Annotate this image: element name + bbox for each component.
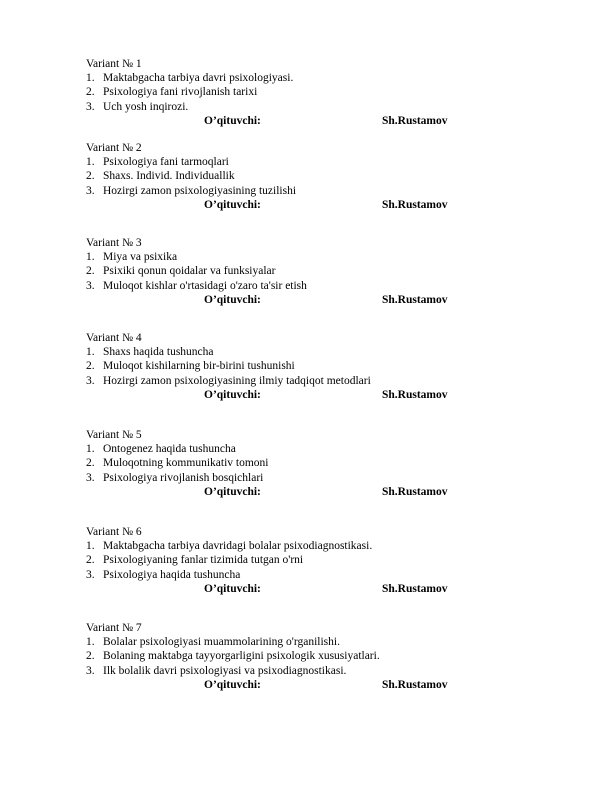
item-number: 2.	[86, 86, 95, 99]
item-text: Bolalar psixologiyasi muammolarining o'rganilishi.	[103, 636, 340, 649]
item-number: 1.	[86, 72, 95, 85]
item-text: Maktabgacha tarbiya davri psixologiyasi.	[103, 72, 294, 85]
list-item	[86, 359, 486, 373]
teacher-name: Sh.Rustamov	[382, 114, 448, 127]
item-text: Ontogenez haqida tushuncha	[103, 443, 236, 456]
signature-line	[86, 678, 486, 692]
item-number: 3.	[86, 100, 95, 113]
teacher-name: Sh.Rustamov	[382, 485, 448, 498]
variant-block-2	[86, 141, 486, 212]
item-number: 1.	[86, 346, 95, 359]
item-text: Miya va psixika	[103, 251, 178, 264]
teacher-label: O’qituvchi:	[204, 485, 261, 498]
list-item	[86, 155, 486, 169]
item-text: Psixologiya fani rivojlanish tarixi	[103, 86, 258, 99]
item-number: 1.	[86, 540, 95, 553]
variant-title: Variant № 5	[86, 429, 142, 441]
variant-block-7	[86, 621, 486, 692]
teacher-label: O’qituvchi:	[204, 114, 261, 127]
item-text: Muloqot kishlar o'rtasidagi o'zaro ta'sir etish	[103, 279, 307, 292]
item-text: Uch yosh inqirozi.	[103, 100, 189, 113]
item-text: Psixologiyaning fanlar tizimida tutgan o'rni	[103, 554, 304, 567]
list-item	[86, 664, 486, 678]
teacher-name: Sh.Rustamov	[382, 582, 448, 595]
item-text: Shaxs. Individ. Individuallik	[103, 170, 235, 183]
teacher-label: O’qituvchi:	[204, 198, 261, 211]
item-number: 3.	[86, 664, 95, 677]
list-item	[86, 471, 486, 485]
teacher-name: Sh.Rustamov	[382, 388, 448, 401]
variant-title: Variant № 6	[86, 526, 142, 538]
item-number: 2.	[86, 265, 95, 278]
signature-line	[86, 198, 486, 212]
item-number: 1.	[86, 636, 95, 649]
variant-block-3	[86, 236, 486, 307]
list-item	[86, 250, 486, 264]
variant-title: Variant № 7	[86, 622, 142, 634]
signature-line	[86, 485, 486, 499]
item-text: Psixiki qonun qoidalar va funksiyalar	[103, 265, 276, 278]
teacher-label: O’qituvchi:	[204, 388, 261, 401]
list-item	[86, 539, 486, 553]
variant-title: Variant № 2	[86, 142, 142, 154]
variant-block-5	[86, 428, 486, 499]
item-number: 3.	[86, 184, 95, 197]
item-text: Bolaning maktabga tayyorgarligini psixologik xususiyatlari.	[103, 650, 380, 663]
list-item	[86, 345, 486, 359]
list-item	[86, 635, 486, 649]
item-number: 3.	[86, 279, 95, 292]
item-number: 1.	[86, 156, 95, 169]
item-number: 2.	[86, 554, 95, 567]
item-text: Ilk bolalik davri psixologiyasi va psixodiagnostikasi.	[103, 664, 347, 677]
list-item	[86, 184, 486, 198]
item-text: Muloqot kishilarning bir-birini tushunishi	[103, 360, 295, 373]
item-number: 1.	[86, 251, 95, 264]
list-item	[86, 85, 486, 99]
variant-block-1	[86, 57, 486, 128]
item-text: Psixologiya haqida tushuncha	[103, 568, 241, 581]
item-text: Maktabgacha tarbiya davridagi bolalar psixodiagnostikasi.	[103, 540, 373, 553]
list-item	[86, 374, 486, 388]
item-number: 2.	[86, 457, 95, 470]
teacher-label: O’qituvchi:	[204, 293, 261, 306]
item-number: 3.	[86, 471, 95, 484]
teacher-label: O’qituvchi:	[204, 678, 261, 691]
list-item	[86, 649, 486, 663]
signature-line	[86, 293, 486, 307]
list-item	[86, 279, 486, 293]
teacher-label: O’qituvchi:	[204, 582, 261, 595]
signature-line	[86, 388, 486, 402]
list-item	[86, 71, 486, 85]
variant-title: Variant № 4	[86, 332, 142, 344]
signature-line	[86, 582, 486, 596]
list-item	[86, 442, 486, 456]
list-item	[86, 456, 486, 470]
item-number: 2.	[86, 360, 95, 373]
variant-title: Variant № 1	[86, 58, 142, 70]
teacher-name: Sh.Rustamov	[382, 198, 448, 211]
item-number: 1.	[86, 443, 95, 456]
item-text: Hozirgi zamon psixologiyasining tuzilishi	[103, 184, 297, 197]
item-text: Shaxs haqida tushuncha	[103, 346, 214, 359]
list-item	[86, 553, 486, 567]
list-item	[86, 264, 486, 278]
item-number: 3.	[86, 568, 95, 581]
variant-title: Variant № 3	[86, 237, 142, 249]
item-text: Hozirgi zamon psixologiyasining ilmiy tadqiqot metodlari	[103, 374, 371, 387]
signature-line	[86, 114, 486, 128]
teacher-name: Sh.Rustamov	[382, 678, 448, 691]
variant-block-4	[86, 331, 486, 402]
variant-block-6	[86, 525, 486, 596]
item-text: Psixologiya rivojlanish bosqichlari	[103, 471, 264, 484]
list-item	[86, 568, 486, 582]
item-text: Muloqotning kommunikativ tomoni	[103, 457, 269, 470]
item-number: 2.	[86, 650, 95, 663]
item-number: 3.	[86, 374, 95, 387]
item-text: Psixologiya fani tarmoqlari	[103, 156, 229, 169]
teacher-name: Sh.Rustamov	[382, 293, 448, 306]
list-item	[86, 169, 486, 183]
list-item	[86, 100, 486, 114]
item-number: 2.	[86, 170, 95, 183]
